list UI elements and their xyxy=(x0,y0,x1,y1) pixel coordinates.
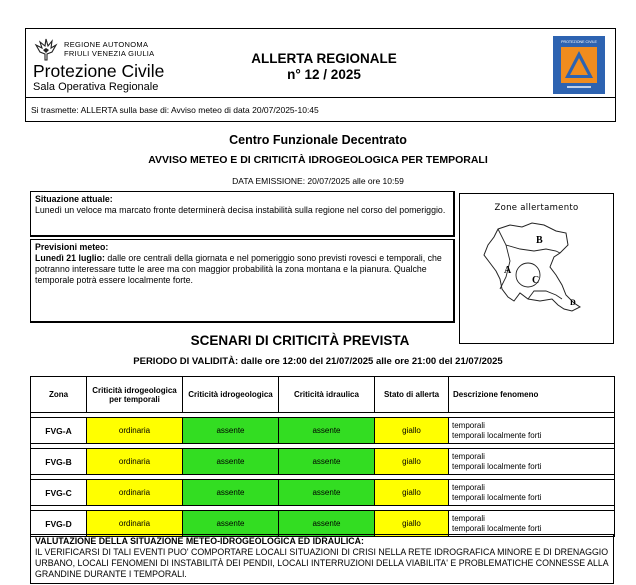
description-line1: temporali xyxy=(452,452,485,461)
crit-temporali-cell: ordinaria xyxy=(87,480,182,505)
center-name: Centro Funzionale Decentrato xyxy=(229,133,407,147)
criticality-table xyxy=(30,376,615,537)
document-title: ALLERTA REGIONALE xyxy=(251,51,397,66)
alert-state-cell: giallo xyxy=(375,480,448,505)
map-zone-label-d: D xyxy=(570,298,576,307)
header-zone: Zona xyxy=(31,377,87,413)
scenarios-title: SCENARI DI CRITICITÀ PREVISTA xyxy=(190,333,410,348)
table-header-row xyxy=(31,377,615,413)
description-line2: temporali localmente forti xyxy=(452,492,542,502)
map-zone-label-a: A xyxy=(504,265,512,276)
forecast-box xyxy=(30,239,455,323)
crit-idrogeologica-cell: assente xyxy=(183,511,278,536)
forecast-label: Previsioni meteo: xyxy=(35,242,109,252)
header-alert-state: Stato di allerta xyxy=(375,377,449,413)
crit-idraulica-cell: assente xyxy=(279,418,374,443)
zone-cell: FVG-D xyxy=(31,511,87,537)
alert-state-cell: giallo xyxy=(375,511,448,536)
description-line1: temporali xyxy=(452,421,485,430)
alert-state-cell: giallo xyxy=(375,418,448,443)
zone-cell: FVG-A xyxy=(31,418,87,444)
crit-temporali-cell: ordinaria xyxy=(87,418,182,443)
description-line2: temporali localmente forti xyxy=(452,523,542,533)
crit-temporali-cell: ordinaria xyxy=(87,511,182,536)
assessment-label: VALUTAZIONE DELLA SITUAZIONE METEO-IDROGEOLOGICA ED IDRAULICA: xyxy=(35,536,364,546)
document-number: n° 12 / 2025 xyxy=(287,67,361,82)
description-line2: temporali localmente forti xyxy=(452,430,542,440)
crit-idraulica-cell: assente xyxy=(279,480,374,505)
crit-temporali-cell: ordinaria xyxy=(87,449,182,474)
description-cell xyxy=(449,449,615,475)
transmission-line: Si trasmette: ALLERTA sulla base di: Avviso meteo di data 20/07/2025-10:45 xyxy=(25,97,616,122)
crit-idrogeologica-cell: assente xyxy=(183,449,278,474)
region-eagle-icon xyxy=(34,36,58,62)
current-situation-box xyxy=(30,191,455,237)
assessment-box xyxy=(30,534,614,584)
forecast-text: dalle ore centrali della giornata e nel pomeriggio sono previsti rovesci e temporali, che potranno interessare tutte le aree ma con maggior probabilità la zona montana e la pianura. Qualche temporale potrà essere localmente forte. xyxy=(35,253,442,285)
forecast-day: Lunedì 21 luglio: xyxy=(35,253,105,263)
table-row xyxy=(31,480,615,506)
table-row xyxy=(31,449,615,475)
org-title: Protezione Civile xyxy=(33,61,165,81)
alert-zones-map xyxy=(470,215,595,315)
validity-period: PERIODO DI VALIDITÀ: dalle ore 12:00 del 21/07/2025 alle ore 21:00 del 21/07/2025 xyxy=(133,356,503,367)
notice-title: AVVISO METEO E DI CRITICITÀ IDROGEOLOGICA PER TEMPORALI xyxy=(148,154,488,166)
emission-date: DATA EMISSIONE: 20/07/2025 alle ore 10:59 xyxy=(232,176,404,186)
header-crit-temporali: Criticità idrogeologica per temporali xyxy=(87,377,183,413)
map-outline xyxy=(484,223,580,311)
crit-idraulica-cell: assente xyxy=(279,511,374,536)
description-line1: temporali xyxy=(452,514,485,523)
table-row xyxy=(31,418,615,444)
org-subtitle: Sala Operativa Regionale xyxy=(33,81,159,93)
description-line1: temporali xyxy=(452,483,485,492)
crit-idrogeologica-cell: assente xyxy=(183,480,278,505)
description-cell xyxy=(449,480,615,506)
header-description: Descrizione fenomeno xyxy=(449,377,615,413)
map-zone-label-c: C xyxy=(532,275,540,286)
civil-protection-emblem-icon xyxy=(553,36,605,94)
header-crit-idrogeologica: Criticità idrogeologica xyxy=(183,377,279,413)
current-situation-text: Lunedì un veloce ma marcato fronte determinerà decisa instabilità sulla regione nel corso del pomeriggio. xyxy=(35,205,446,215)
description-cell xyxy=(449,418,615,444)
region-name-line1: REGIONE AUTONOMA xyxy=(64,40,149,49)
zone-cell: FVG-C xyxy=(31,480,87,506)
crit-idrogeologica-cell: assente xyxy=(183,418,278,443)
description-cell xyxy=(449,511,615,537)
table-row xyxy=(31,511,615,537)
map-title: Zone allertamento xyxy=(494,203,579,213)
badge-text: PROTEZIONE CIVILE xyxy=(561,40,597,44)
map-zone-label-b: B xyxy=(536,235,543,246)
alert-state-cell: giallo xyxy=(375,449,448,474)
crit-idraulica-cell: assente xyxy=(279,449,374,474)
header-crit-idraulica: Criticità idraulica xyxy=(279,377,375,413)
region-name-line2: FRIULI VENEZIA GIULIA xyxy=(64,49,155,58)
description-line2: temporali localmente forti xyxy=(452,461,542,471)
zone-cell: FVG-B xyxy=(31,449,87,475)
assessment-text: IL VERIFICARSI DI TALI EVENTI PUO' COMPORTARE LOCALI SITUAZIONI DI CRISI NELLA RETE IDROGRAFICA MINORE E DI DRENAGGIO URBANO, LOCALI FENOMENI DI INSTABILITÀ DEI PENDII, LOCALI INTERRUZIONI DELLA VIABILITA' E PROBLEMATICHE CONNESSE ALLA GRANDINE DURANTE I TEMPORALI. xyxy=(35,547,609,579)
current-situation-label: Situazione attuale: xyxy=(35,194,113,204)
civil-protection-badge xyxy=(553,36,605,94)
